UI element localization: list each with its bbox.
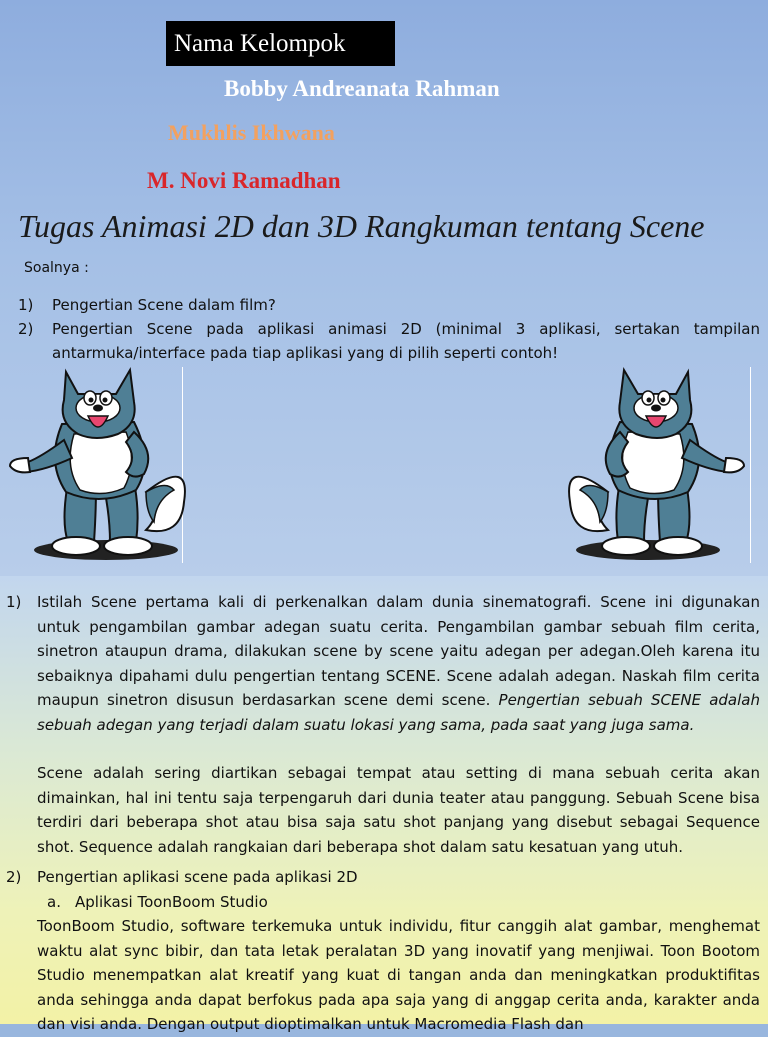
answer-body [37,865,760,1037]
answers-section [6,590,760,1037]
wolf-cartoon-right [552,362,758,568]
member-name-3: M. Novi Ramadhan [147,168,341,193]
questions-label: Soalnya : [24,260,89,276]
answer-text: Istilah Scene pertama kali di perkenalkan dalam dunia sinematografi. Scene ini digunakan untuk pengambilan gambar adegan suatu cerita. Pengambilan gambar sebuah film cerita, sinetron ataupun drama, dilakukan scene by scene yaitu adegan per adegan.Oleh karena itu sebaiknya dipahami dulu pengertian tentang SCENE. Scene adalah adegan. Naskah film cerita maupun sinetron disusun berdasarkan scene demi scene. [37,593,760,709]
page-title: Tugas Animasi 2D dan 3D Rangkuman tentang Scene [18,208,705,244]
answer-definition: Pengertian sebuah SCENE adalah sebuah adegan yang terjadi dalam suatu lokasi yang sama, pada saat yang juga sama. [37,691,760,734]
answer-2 [6,865,760,1037]
question-number: 1) [18,296,34,314]
answer-paragraph [37,590,760,737]
answer-number: 2) [6,868,22,886]
answer-1 [6,590,760,859]
question-text: Pengertian Scene dalam film? [52,296,276,314]
question-item [18,317,760,365]
group-name-label: Nama Kelompok [166,21,395,66]
member-name-1: Bobby Andreanata Rahman [224,76,500,101]
questions-list [18,293,760,365]
question-text: Pengertian Scene pada aplikasi animasi 2D (minimal 3 aplikasi, sertakan tampilan antarmuka/interface pada tiap aplikasi yang di pilih seperti contoh! [52,320,760,362]
wolf-cartoon-left [6,362,192,568]
sub-heading [37,890,760,915]
question-number: 2) [18,320,34,338]
member-name-2: Mukhlis Ikhwana [168,120,335,145]
answer-paragraph: Scene adalah sering diartikan sebagai tempat atau setting di mana sebuah cerita akan dimainkan, hal ini tentu saja terpengaruh dari dunia teater atau panggung. Sebuah Scene bisa terdiri dari beberapa shot atau bisa saja satu shot panjang yang disebut sebagai Sequence shot. Sequence adalah rangkaian dari beberapa shot dalam satu kesatuan yang utuh. [37,764,760,856]
answer-number: 1) [6,593,22,611]
question-item [18,293,760,317]
sub-heading-text: Aplikasi ToonBoom Studio [75,892,268,911]
sub-letter: a. [47,892,61,911]
answer-paragraph: ToonBoom Studio, software terkemuka untuk individu, fitur canggih alat gambar, menghemat waktu alat sync bibir, dan tata letak peralatan 3D yang inovatif yang menjiwai. Toon Bootom Studio menempatkan alat kreatif yang kuat di tangan anda dan meningkatkan produktifitas anda sehingga anda dapat berfokus pada apa saja yang di anggap cerita anda, karakter anda dan visi anda. Dengan output dioptimalkan untuk Macromedia Flash dan [37,917,760,1033]
answer-body [37,590,760,859]
answer-heading: Pengertian aplikasi scene pada aplikasi 2D [37,868,358,886]
